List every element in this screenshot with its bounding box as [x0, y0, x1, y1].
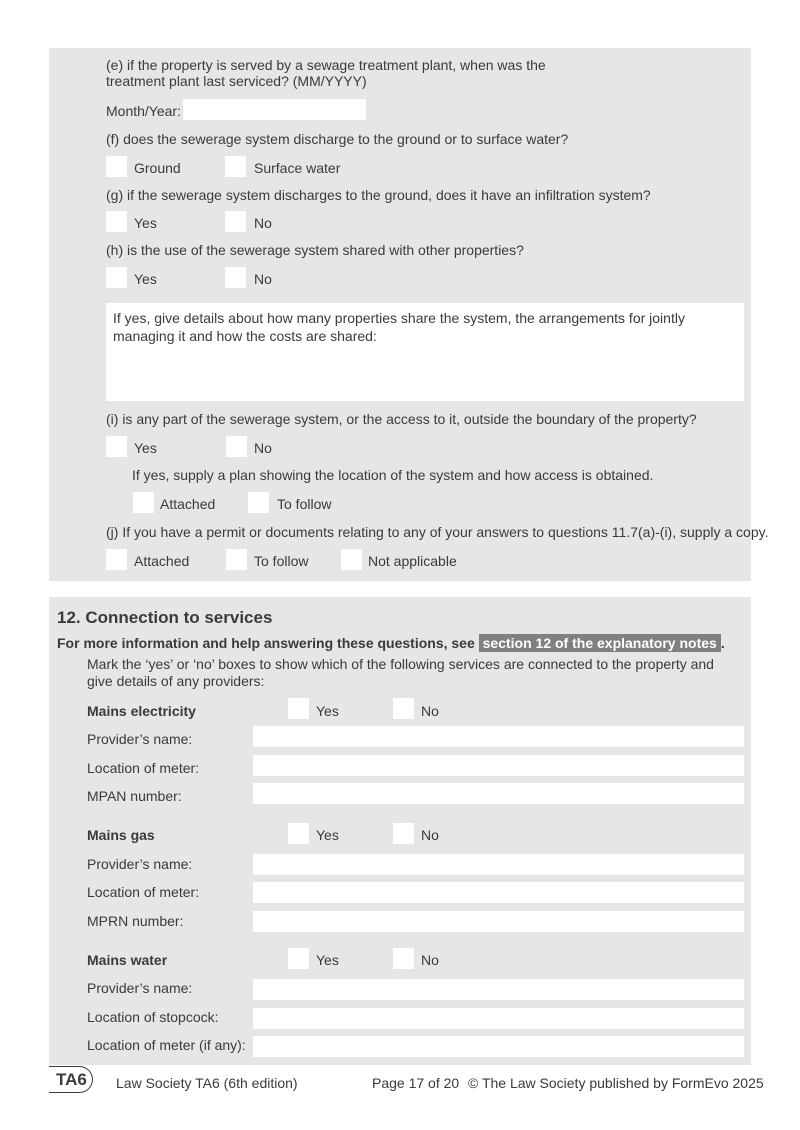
- water-meter-input[interactable]: [253, 1036, 744, 1057]
- electricity-no-checkbox[interactable]: [393, 698, 414, 719]
- electricity-meter-label: Location of meter:: [87, 760, 200, 776]
- h-no-checkbox[interactable]: [225, 267, 246, 288]
- plan-to-follow-checkbox[interactable]: [248, 492, 269, 513]
- stopcock-input[interactable]: [253, 1008, 744, 1029]
- plan-to-follow-label: To follow: [277, 496, 332, 512]
- ta6-logo-text: TA6: [56, 1070, 87, 1089]
- gas-meter-input[interactable]: [253, 882, 744, 903]
- water-no-label: No: [421, 952, 439, 968]
- h-yes-label: Yes: [134, 271, 157, 287]
- gas-provider-input[interactable]: [253, 854, 744, 875]
- ground-checkbox[interactable]: [106, 156, 127, 177]
- water-meter-label: Location of meter (if any):: [87, 1037, 246, 1053]
- plan-attached-label: Attached: [160, 496, 216, 512]
- mpan-label: MPAN number:: [87, 788, 182, 804]
- footer-copyright: © The Law Society published by FormEvo 2025: [468, 1075, 764, 1091]
- water-title: Mains water: [87, 952, 168, 968]
- i-yes-label: Yes: [134, 440, 157, 456]
- more-info-suffix: .: [720, 635, 725, 651]
- electricity-no-label: No: [421, 703, 439, 719]
- question-i: (i) is any part of the sewerage system, or the access to it, outside the boundary of the property?: [106, 411, 697, 427]
- gas-provider-label: Provider’s name:: [87, 856, 193, 872]
- electricity-yes-label: Yes: [316, 703, 339, 719]
- more-info-text: For more information and help answering these questions, see: [57, 635, 475, 651]
- g-yes-label: Yes: [134, 215, 157, 231]
- gas-meter-label: Location of meter:: [87, 884, 200, 900]
- i-no-checkbox[interactable]: [226, 436, 247, 457]
- plan-note: If yes, supply a plan showing the location of the system and how access is obtained.: [132, 467, 654, 483]
- j-attached-checkbox[interactable]: [106, 549, 127, 570]
- footer-form-name: Law Society TA6 (6th edition): [116, 1075, 298, 1091]
- ta6-logo: [49, 1066, 93, 1093]
- gas-yes-checkbox[interactable]: [288, 823, 309, 844]
- plan-attached-checkbox[interactable]: [133, 492, 154, 513]
- surface-water-checkbox[interactable]: [225, 156, 246, 177]
- footer-page-number: Page 17 of 20: [372, 1075, 460, 1091]
- surface-water-label: Surface water: [254, 160, 341, 176]
- water-yes-label: Yes: [316, 952, 339, 968]
- question-j: (j) If you have a permit or documents relating to any of your answers to questions 11.7(a)-(i), supply a copy.: [106, 524, 769, 540]
- sharing-details-label: If yes, give details about how many properties share the system, the arrangements for jointly managing it and how the costs are shared:: [113, 310, 685, 344]
- electricity-title: Mains electricity: [87, 703, 196, 719]
- gas-yes-label: Yes: [316, 827, 339, 843]
- electricity-meter-input[interactable]: [253, 755, 744, 776]
- month-year-input[interactable]: [183, 99, 366, 120]
- section-12-heading: 12. Connection to services: [57, 608, 273, 627]
- water-yes-checkbox[interactable]: [288, 948, 309, 969]
- ground-label: Ground: [134, 160, 181, 176]
- question-f: (f) does the sewerage system discharge to the ground or to surface water?: [106, 131, 569, 147]
- question-h: (h) is the use of the sewerage system shared with other properties?: [106, 242, 524, 258]
- gas-no-label: No: [421, 827, 439, 843]
- electricity-provider-label: Provider’s name:: [87, 731, 193, 747]
- explanatory-notes-link[interactable]: section 12 of the explanatory notes: [479, 634, 721, 652]
- g-no-checkbox[interactable]: [225, 211, 246, 232]
- more-info-line: [57, 635, 725, 651]
- gas-title: Mains gas: [87, 827, 155, 843]
- h-no-label: No: [254, 271, 272, 287]
- i-no-label: No: [254, 440, 272, 456]
- mprn-label: MPRN number:: [87, 913, 184, 929]
- mprn-input[interactable]: [253, 911, 744, 932]
- g-yes-checkbox[interactable]: [106, 211, 127, 232]
- question-g: (g) if the sewerage system discharges to the ground, does it have an infiltration system?: [106, 187, 651, 203]
- month-year-label: Month/Year:: [106, 103, 181, 119]
- h-yes-checkbox[interactable]: [106, 267, 127, 288]
- g-no-label: No: [254, 215, 272, 231]
- stopcock-label: Location of stopcock:: [87, 1009, 219, 1025]
- j-attached-label: Attached: [134, 553, 190, 569]
- water-no-checkbox[interactable]: [393, 948, 414, 969]
- mpan-input[interactable]: [253, 783, 744, 804]
- water-provider-label: Provider’s name:: [87, 980, 193, 996]
- gas-no-checkbox[interactable]: [393, 823, 414, 844]
- services-intro: Mark the ‘yes’ or ‘no’ boxes to show which of the following services are connected to the property and give details of any providers:: [87, 656, 714, 689]
- j-to-follow-label: To follow: [254, 553, 309, 569]
- electricity-yes-checkbox[interactable]: [288, 698, 309, 719]
- j-to-follow-checkbox[interactable]: [226, 549, 247, 570]
- question-e: (e) if the property is served by a sewage treatment plant, when was the treatment plant last serviced? (MM/YYYY): [106, 57, 546, 89]
- j-not-applicable-checkbox[interactable]: [341, 549, 362, 570]
- j-not-applicable-label: Not applicable: [368, 553, 457, 569]
- electricity-provider-input[interactable]: [253, 726, 744, 747]
- i-yes-checkbox[interactable]: [106, 436, 127, 457]
- water-provider-input[interactable]: [253, 979, 744, 1000]
